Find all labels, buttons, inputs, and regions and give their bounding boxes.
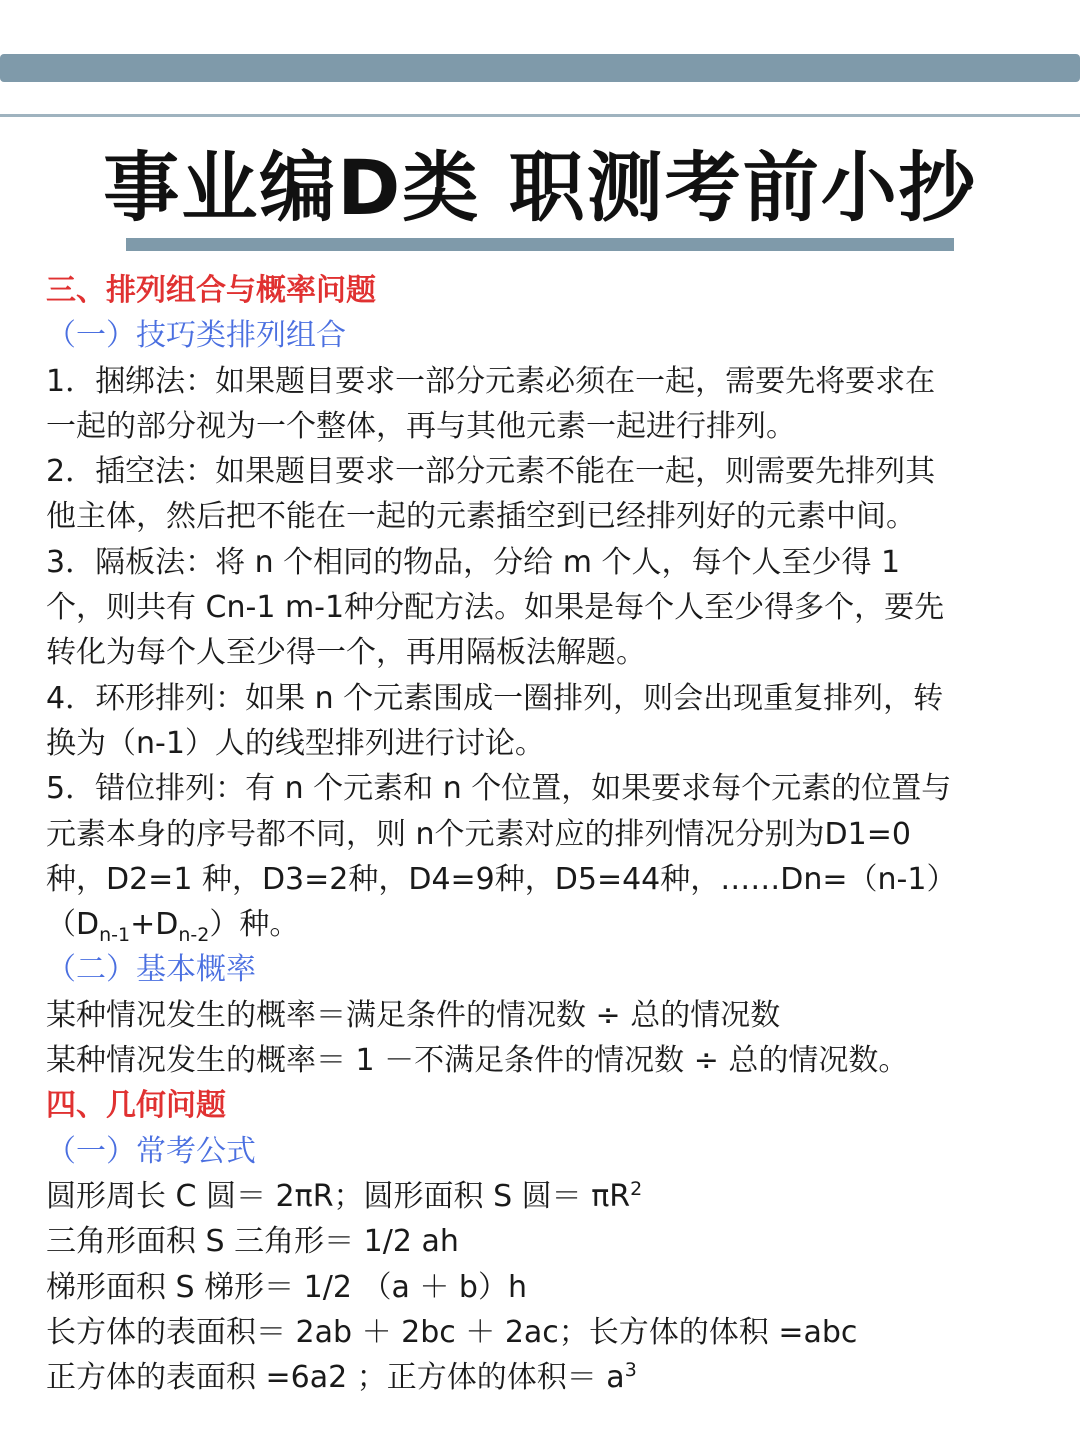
text-line: 转化为每个人至少得一个，再用隔板法解题。 bbox=[46, 635, 646, 671]
subheading-probability: （二）基本概率 bbox=[46, 952, 256, 988]
trapezoid-formula-line: 梯形面积 S 梯形＝ 1/2 （a ＋ b）h bbox=[46, 1269, 527, 1305]
text-line: 某种情况发生的概率＝满足条件的情况数 ÷ 总的情况数 bbox=[46, 997, 781, 1033]
text-line: 元素本身的序号都不同，则 n个元素对应的排列情况分别为D1=0 bbox=[46, 816, 911, 852]
text-line: 个，则共有 Cn-1 m-1种分配方法。如果是每个人至少得多个，要先 bbox=[46, 590, 945, 626]
cube-formula-line bbox=[46, 1355, 1038, 1400]
text-line: 他主体，然后把不能在一起的元素插空到已经排列好的元素中间。 bbox=[46, 499, 916, 535]
text-line: 5．错位排列：有 n 个元素和 n 个位置，如果要求每个元素的位置与 bbox=[46, 771, 952, 807]
circle-formula-text: 圆形周长 C 圆＝ 2πR；圆形面积 S 圆＝ πR bbox=[46, 1178, 631, 1214]
text-line: 某种情况发生的概率＝ 1 －不满足条件的情况数 ÷ 总的情况数。 bbox=[46, 1043, 909, 1079]
text-line: 2．插空法：如果题目要求一部分元素不能在一起，则需要先排列其 bbox=[46, 454, 936, 490]
circle-formula-line bbox=[46, 1174, 1038, 1219]
subheading-technique: （一）技巧类排列组合 bbox=[46, 318, 346, 354]
text-line: 换为（n-1）人的线型排列进行讨论。 bbox=[46, 725, 545, 761]
text-line: 种，D2=1 种，D3=2种，D4=9种，D5=44种，……Dn=（n-1） bbox=[46, 861, 957, 897]
formula-close: ）种。 bbox=[209, 907, 300, 943]
title-underline bbox=[126, 238, 954, 251]
triangle-formula-line: 三角形面积 S 三角形＝ 1/2 ah bbox=[46, 1224, 459, 1260]
superscript-3: 3 bbox=[624, 1359, 637, 1382]
text-line: 1．捆绑法：如果题目要求一部分元素必须在一起，需要先将要求在 bbox=[46, 363, 936, 399]
notes-content bbox=[46, 268, 1038, 1400]
text-line: 4．环形排列：如果 n 个元素围成一圈排列，则会出现重复排列，转 bbox=[46, 680, 944, 716]
text-line: 3．隔板法：将 n 个相同的物品，分给 m 个人，每个人至少得 1 bbox=[46, 544, 901, 580]
cuboid-formula-line: 长方体的表面积＝ 2ab ＋ 2bc ＋ 2ac；长方体的体积 =abc bbox=[46, 1314, 858, 1350]
top-decor-bar bbox=[0, 54, 1080, 82]
subscript-n-1: n-1 bbox=[99, 924, 131, 947]
derangement-formula-line bbox=[46, 902, 1038, 947]
formula-plus: +D bbox=[130, 907, 179, 943]
superscript-2: 2 bbox=[630, 1177, 643, 1200]
subscript-n-2: n-2 bbox=[178, 924, 210, 947]
page-title: 事业编D类 职测考前小抄 bbox=[103, 143, 977, 232]
cube-formula-text: 正方体的表面积 =6a2 ；正方体的体积＝ a bbox=[46, 1360, 625, 1396]
section-heading-geometry: 四、几何问题 bbox=[46, 1088, 226, 1124]
subheading-formulas: （一）常考公式 bbox=[46, 1133, 256, 1169]
text-line: 一起的部分视为一个整体，再与其他元素一起进行排列。 bbox=[46, 408, 796, 444]
section-heading-permutation: 三、排列组合与概率问题 bbox=[46, 273, 376, 308]
top-decor-line bbox=[0, 114, 1080, 117]
formula-open: （D bbox=[46, 907, 100, 943]
